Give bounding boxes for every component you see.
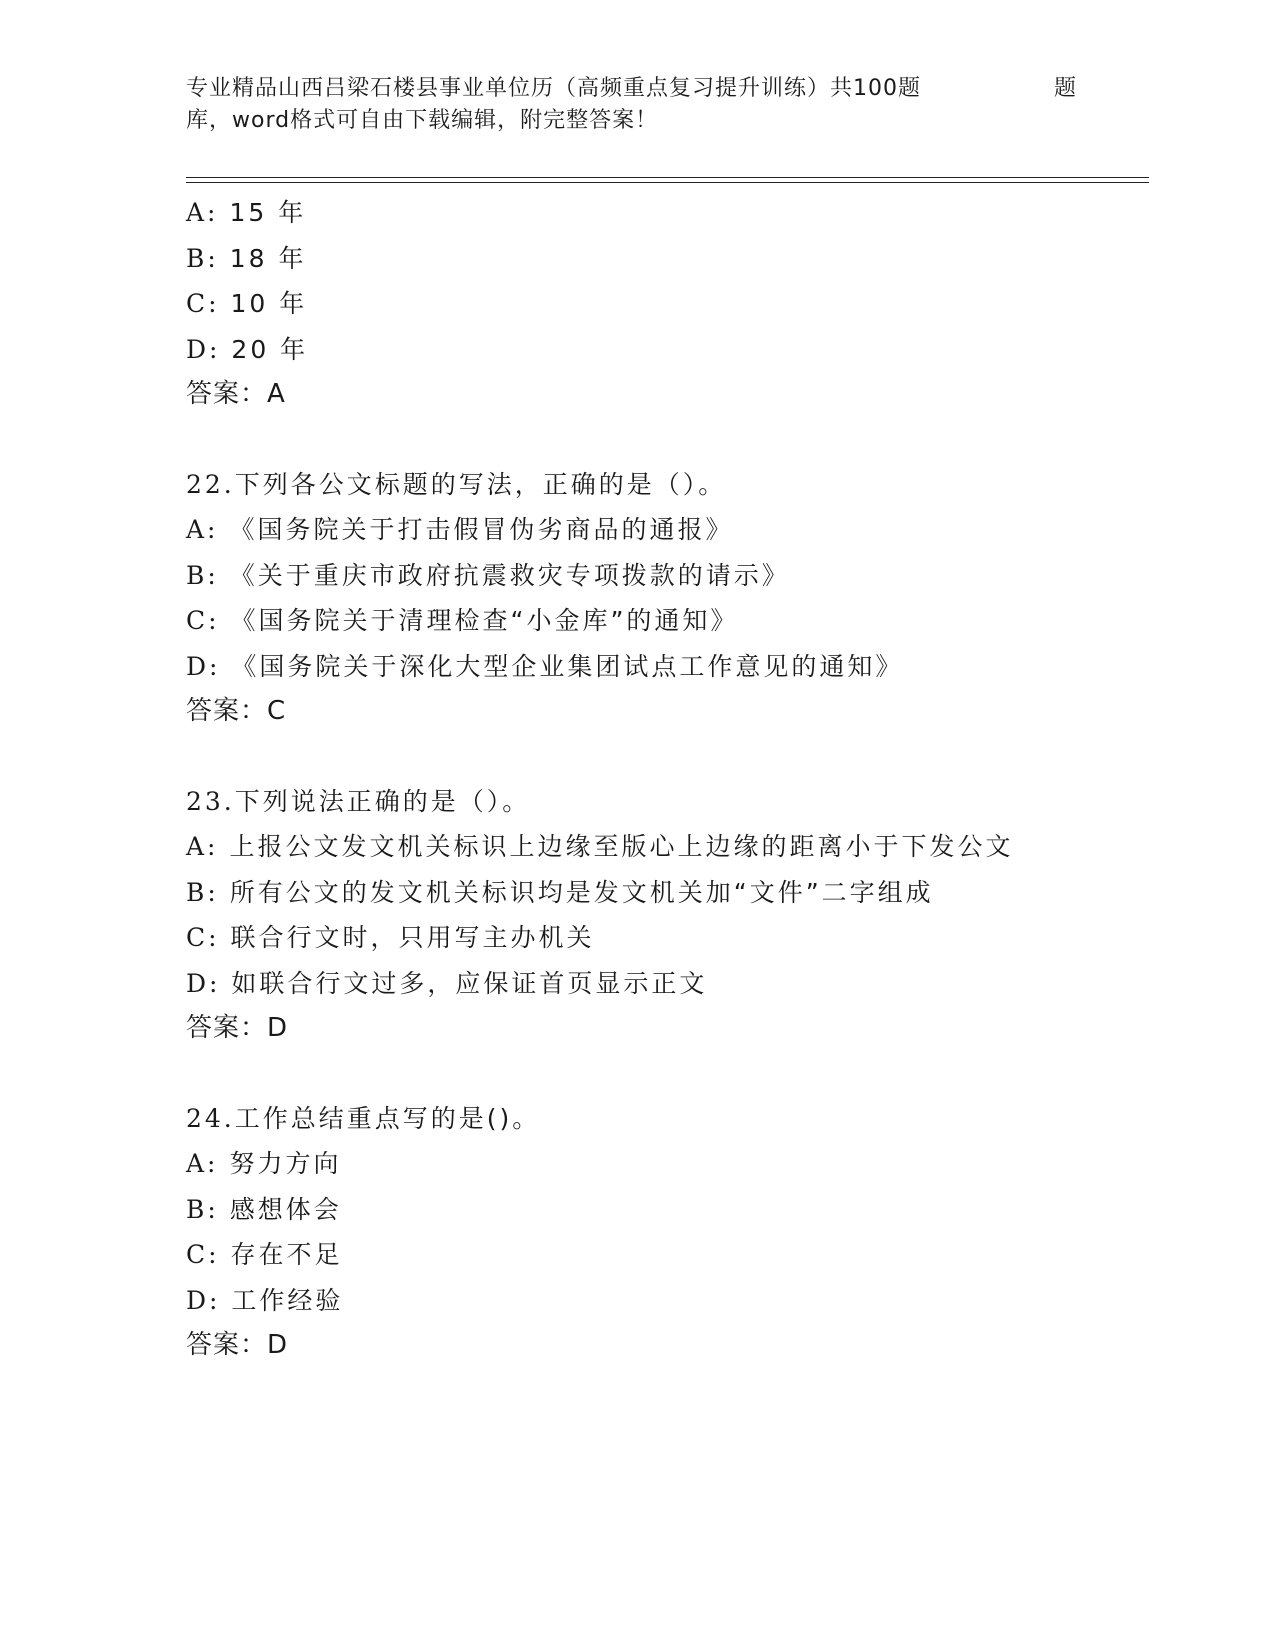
option-d — [186, 327, 1146, 373]
question-block — [186, 190, 1146, 418]
option-b — [186, 870, 1146, 916]
question-text: 工作总结重点写的是()。 — [234, 1103, 541, 1133]
option-c — [186, 1232, 1146, 1278]
option-prefix: B: — [186, 1194, 219, 1224]
option-prefix: B: — [186, 560, 219, 590]
header-title-line2: 库，word格式可自由下载编辑，附完整答案！ — [186, 108, 659, 133]
option-prefix: C: — [186, 606, 220, 635]
option-text: 15 年 — [229, 198, 307, 227]
option-prefix: A: — [186, 832, 219, 861]
option-a — [186, 824, 1146, 870]
option-prefix: B: — [186, 877, 219, 907]
question-block — [186, 462, 1146, 735]
question-text: 下列各公文标题的写法，正确的是（）。 — [234, 469, 727, 499]
option-text: 20 年 — [231, 334, 309, 364]
option-prefix: D: — [186, 651, 221, 681]
option-prefix: C: — [186, 289, 220, 318]
option-text: 所有公文的发文机关标识均是发文机关加“文件”二字组成 — [229, 877, 934, 907]
answer-line: 答案：D — [186, 1013, 289, 1043]
option-d — [186, 961, 1146, 1007]
option-a — [186, 190, 1146, 236]
option-prefix: A: — [186, 198, 219, 227]
option-text: 《国务院关于深化大型企业集团试点工作意见的通知》 — [231, 651, 904, 681]
option-c — [186, 281, 1146, 327]
option-d — [186, 1278, 1146, 1324]
option-a — [186, 1141, 1146, 1187]
header-title-tail: 题 — [1054, 76, 1077, 101]
option-text: 如联合行文过多，应保证首页显示正文 — [231, 968, 708, 998]
question-stem — [186, 779, 1146, 825]
option-prefix: D: — [186, 334, 221, 364]
question-number: 24. — [186, 1103, 235, 1133]
option-prefix: A: — [186, 515, 219, 544]
option-a — [186, 507, 1146, 553]
question-number: 22. — [186, 469, 235, 499]
question-block — [186, 1096, 1146, 1369]
option-b — [186, 553, 1146, 599]
option-text: 18 年 — [229, 243, 307, 273]
option-prefix: D: — [186, 1285, 221, 1315]
option-b — [186, 1187, 1146, 1233]
answer-line: 答案：C — [186, 696, 287, 726]
header-rule-bottom — [186, 182, 1149, 183]
option-prefix: A: — [186, 1149, 219, 1178]
question-list — [186, 190, 1146, 1369]
option-prefix: D: — [186, 968, 221, 998]
option-c — [186, 915, 1146, 961]
question-stem — [186, 1096, 1146, 1142]
option-text: 10 年 — [230, 289, 308, 318]
option-c — [186, 598, 1146, 644]
header-title-line1: 专业精品山西吕梁石楼县事业单位历（高频重点复习提升训练）共100题 — [186, 76, 921, 101]
option-text: 《国务院关于清理检查“小金库”的通知》 — [230, 606, 739, 635]
option-text: 存在不足 — [230, 1240, 343, 1269]
question-text: 下列说法正确的是（）。 — [234, 786, 531, 816]
question-block — [186, 779, 1146, 1052]
option-text: 感想体会 — [229, 1194, 342, 1224]
option-d — [186, 644, 1146, 690]
question-number: 23. — [186, 786, 235, 816]
option-prefix: C: — [186, 923, 220, 952]
option-text: 《关于重庆市政府抗震救灾专项拨款的请示》 — [229, 560, 790, 590]
option-text: 联合行文时，只用写主办机关 — [230, 923, 595, 952]
option-b — [186, 236, 1146, 282]
option-prefix: C: — [186, 1240, 220, 1269]
option-prefix: B: — [186, 243, 219, 273]
option-text: 《国务院关于打击假冒伪劣商品的通报》 — [229, 515, 734, 544]
question-stem — [186, 462, 1146, 508]
option-text: 上报公文发文机关标识上边缘至版心上边缘的距离小于下发公文 — [229, 832, 1014, 861]
option-text: 工作经验 — [231, 1285, 344, 1315]
answer-line: 答案：A — [186, 379, 286, 409]
header-rule-top — [186, 177, 1149, 178]
option-text: 努力方向 — [229, 1149, 342, 1178]
answer-line: 答案：D — [186, 1330, 289, 1360]
